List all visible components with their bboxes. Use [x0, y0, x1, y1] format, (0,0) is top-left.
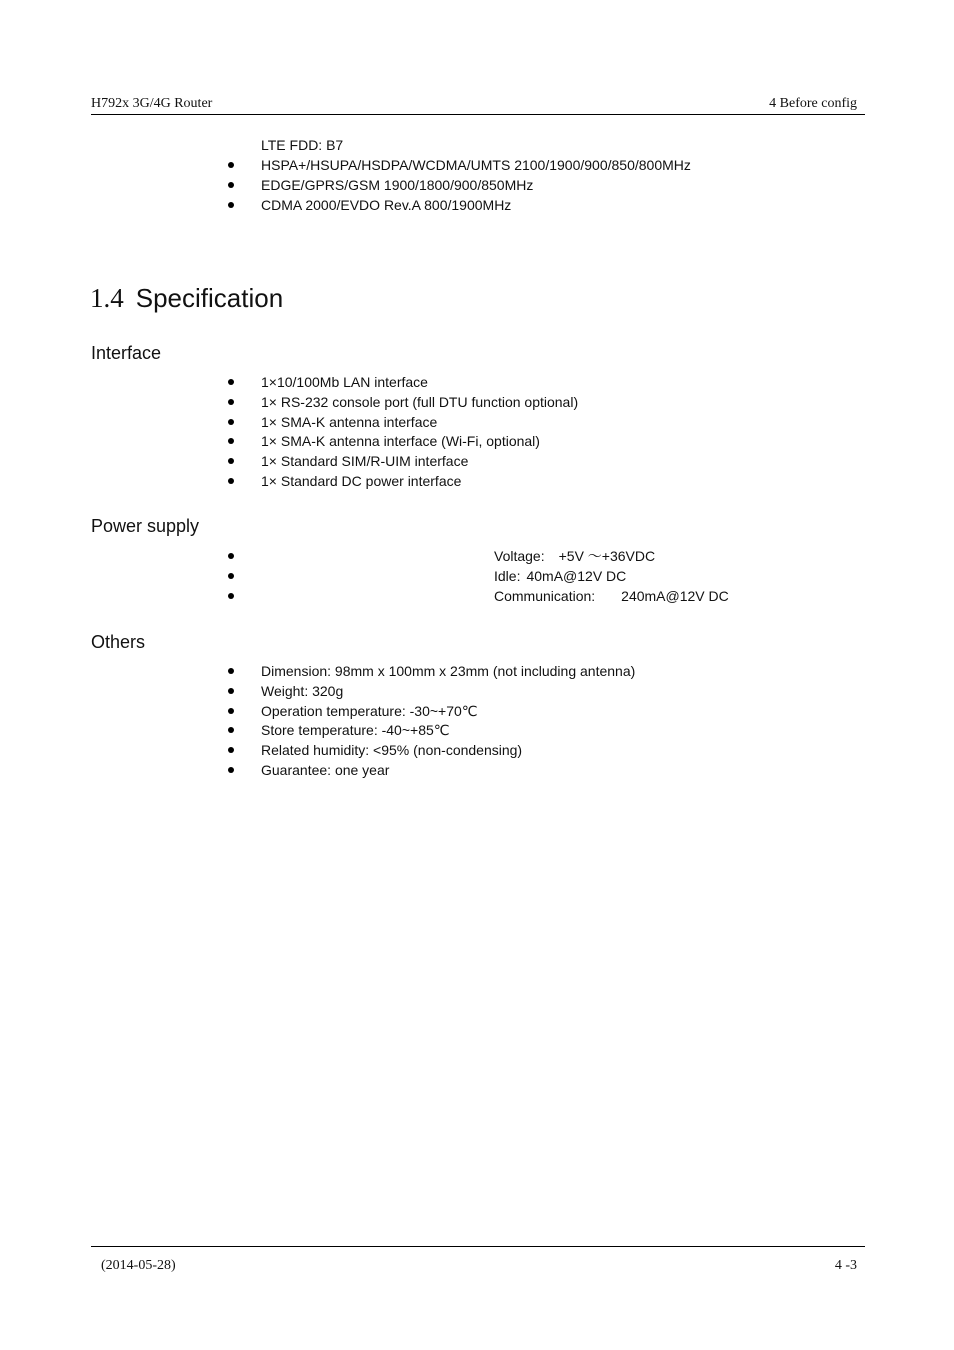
bullet-icon [228, 668, 234, 674]
bullet-icon [228, 182, 234, 188]
list-item: 1× Standard SIM/R-UIM interface [226, 452, 578, 472]
section-heading [90, 283, 283, 314]
header-chapter: 4 Before config [769, 96, 857, 111]
list-item: 1× RS-232 console port (full DTU function optional) [226, 393, 578, 413]
lte-fdd-line: LTE FDD: B7 [261, 137, 344, 153]
bullet-icon [228, 399, 234, 405]
list-item: Dimension: 98mm x 100mm x 23mm (not including antenna) [226, 662, 635, 682]
band-list [226, 156, 691, 215]
bullet-icon [228, 438, 234, 444]
bullet-icon [228, 593, 234, 599]
bullet-icon [228, 379, 234, 385]
list-item: 1× Standard DC power interface [226, 472, 578, 492]
list-item: Related humidity: <95% (non-condensing) [226, 741, 635, 761]
power-supply-heading: Power supply [91, 516, 200, 536]
power-supply-list [226, 547, 729, 606]
bullet-icon [228, 747, 234, 753]
bullet-icon [228, 162, 234, 168]
bullet-icon [228, 767, 234, 773]
list-item: 1× SMA-K antenna interface [226, 413, 578, 433]
bullet-icon [228, 478, 234, 484]
bullet-icon [228, 688, 234, 694]
list-item: CDMA 2000/EVDO Rev.A 800/1900MHz [226, 196, 691, 216]
interface-list [226, 373, 578, 492]
footer-date: (2014-05-28) [101, 1258, 176, 1273]
section-number: 1.4 [90, 283, 124, 313]
list-item: Communication: 240mA@12V DC [226, 587, 261, 607]
others-list [226, 662, 635, 781]
footer-divider [91, 1246, 865, 1247]
list-item: Guarantee: one year [226, 761, 635, 781]
list-item: Store temperature: -40~+85℃ [226, 721, 635, 741]
interface-heading: Interface [91, 343, 162, 363]
list-item: HSPA+/HSUPA/HSDPA/WCDMA/UMTS 2100/1900/900/850/800MHz [226, 156, 691, 176]
bullet-icon [228, 727, 234, 733]
header-document-title: H792x 3G/4G Router [91, 96, 213, 111]
others-heading: Others [91, 632, 146, 652]
bullet-icon [228, 202, 234, 208]
page-number: 4 -3 [834, 1258, 857, 1273]
section-title: Specification [135, 283, 284, 313]
list-item: 1× SMA-K antenna interface (Wi-Fi, optional) [226, 432, 578, 452]
list-item: Weight: 320g [226, 682, 635, 702]
bullet-icon [228, 573, 234, 579]
list-item: Voltage: +5V ～+36VDC [226, 547, 261, 567]
list-item: EDGE/GPRS/GSM 1900/1800/900/850MHz [226, 176, 691, 196]
bullet-icon [228, 458, 234, 464]
list-item: 1×10/100Mb LAN interface [226, 373, 578, 393]
page-header [91, 96, 865, 115]
bullet-icon [228, 708, 234, 714]
bullet-icon [228, 419, 234, 425]
bullet-icon [228, 553, 234, 559]
list-item: Idle: 40mA@12V DC [226, 567, 261, 587]
list-item: Operation temperature: -30~+70℃ [226, 702, 635, 722]
